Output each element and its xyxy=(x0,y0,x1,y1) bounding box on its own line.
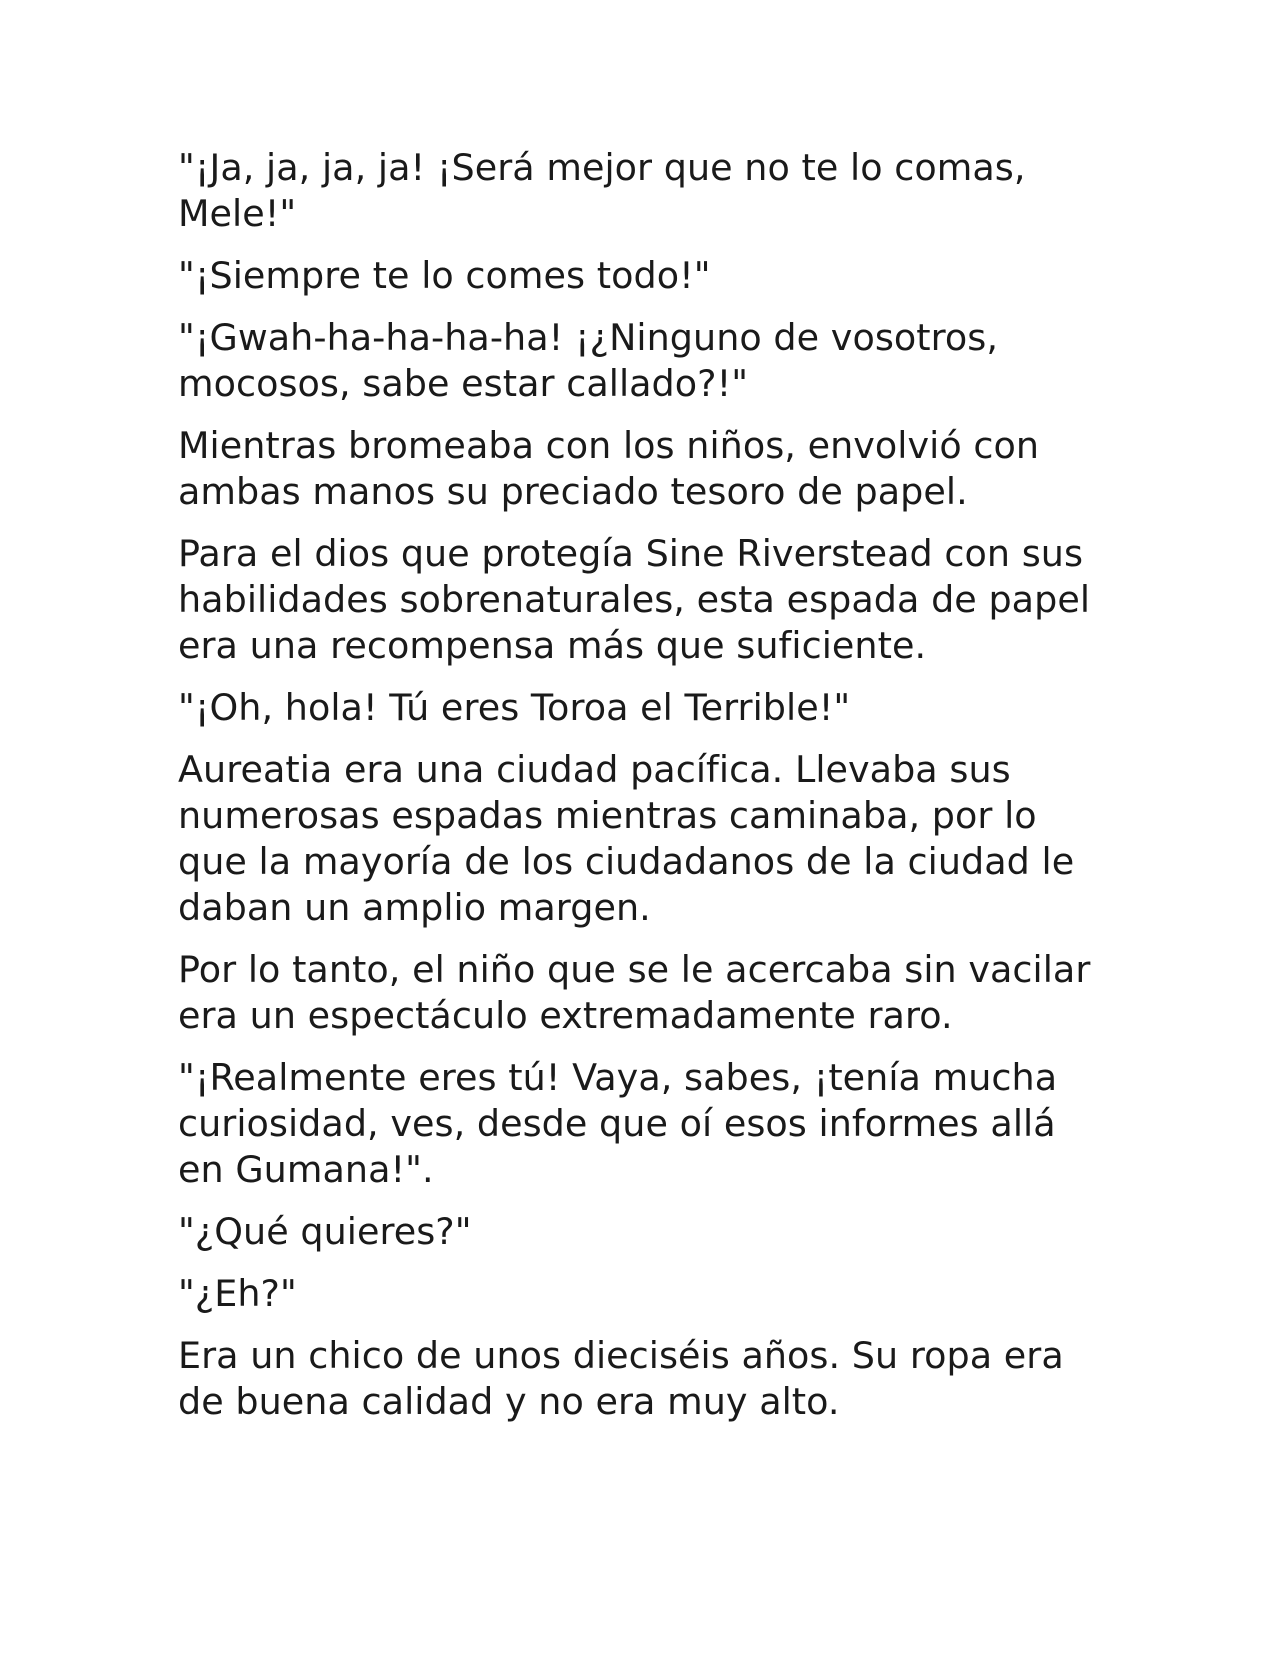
paragraph: Para el dios que protegía Sine Riverstead con sus habilidades sobrenaturales, esta espada de papel era una recompensa más que suficiente. xyxy=(178,532,1091,667)
paragraph: "¡Siempre te lo comes todo!" xyxy=(178,254,711,297)
paragraph: Aureatia era una ciudad pacífica. Llevaba sus numerosas espadas mientras caminaba, por lo que la mayoría de los ciudadanos de la ciudad le daban un amplio margen. xyxy=(178,748,1075,929)
paragraph: "¡Realmente eres tú! Vaya, sabes, ¡tenía mucha curiosidad, ves, desde que oí esos informes allá en Gumana!". xyxy=(178,1056,1058,1191)
paragraph: "¿Qué quieres?" xyxy=(178,1210,472,1253)
body-text xyxy=(178,145,1108,1441)
paragraph: "¡Oh, hola! Tú eres Toroa el Terrible!" xyxy=(178,686,851,729)
paragraph: "¡Ja, ja, ja, ja! ¡Será mejor que no te lo comas, Mele!" xyxy=(178,146,1026,235)
paragraph: "¡Gwah-ha-ha-ha-ha! ¡¿Ninguno de vosotros, mocosos, sabe estar callado?!" xyxy=(178,316,998,405)
paragraph: Mientras bromeaba con los niños, envolvió con ambas manos su preciado tesoro de papel. xyxy=(178,424,1040,513)
paragraph: Era un chico de unos dieciséis años. Su ropa era de buena calidad y no era muy alto. xyxy=(178,1334,1064,1423)
paragraph: Por lo tanto, el niño que se le acercaba sin vacilar era un espectáculo extremadamente raro. xyxy=(178,948,1091,1037)
paragraph: "¿Eh?" xyxy=(178,1272,297,1315)
